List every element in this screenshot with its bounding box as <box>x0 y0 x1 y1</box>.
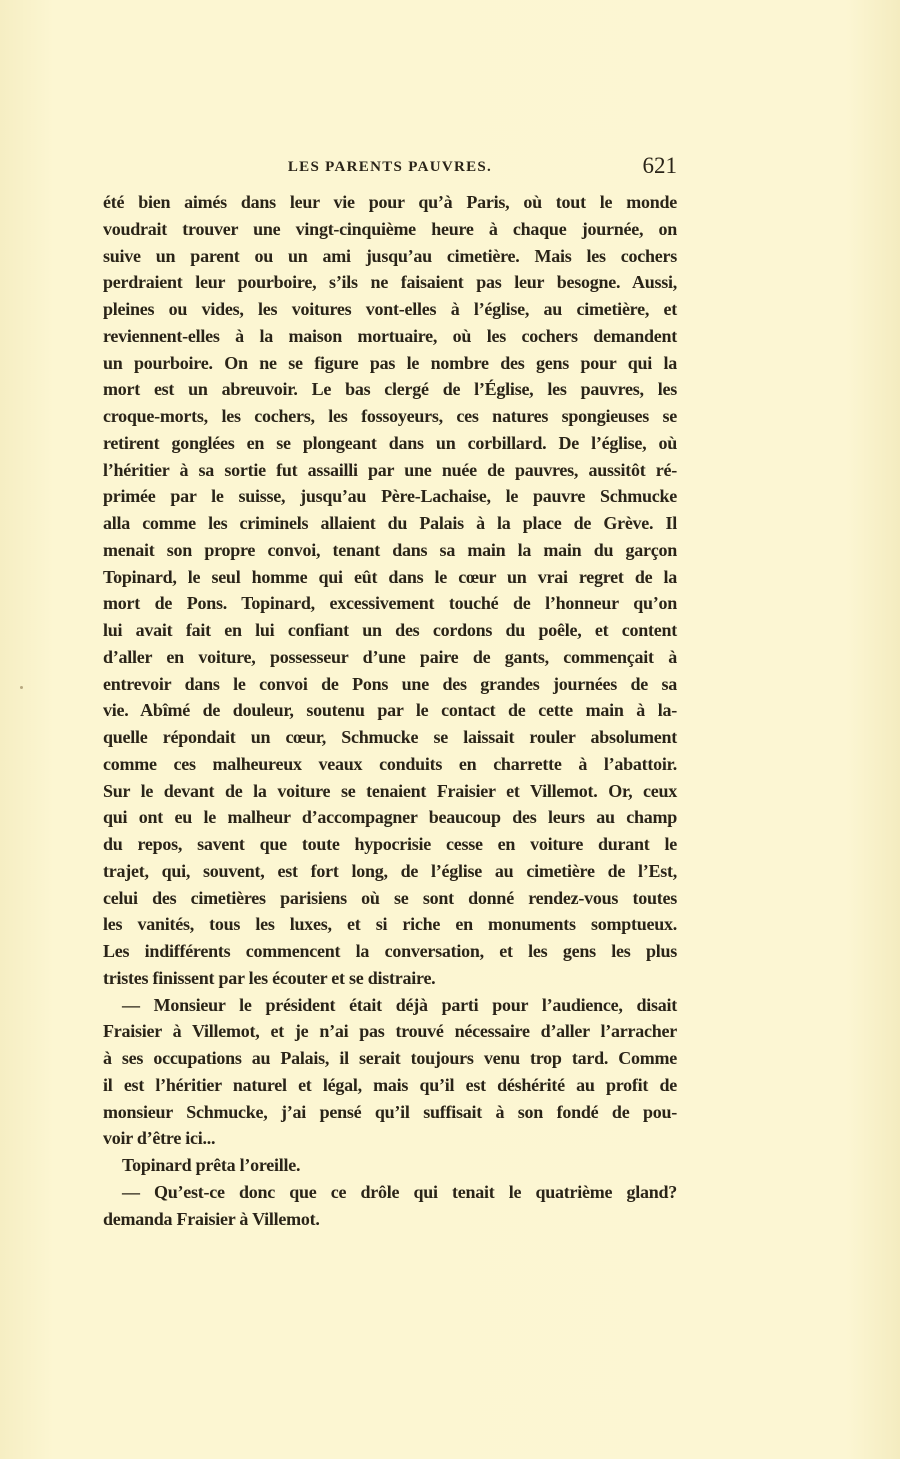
text-line: — Qu’est-ce donc que ce drôle qui tenait le quatrième gland? <box>122 1181 677 1202</box>
text-line: du repos, savent que toute hypocrisie cesse en voiture durant le <box>103 834 677 854</box>
page-number: 621 <box>642 153 677 178</box>
body-text <box>103 189 677 1232</box>
text-line: croque-morts, les cochers, les fossoyeurs, ces natures spongieuses se <box>103 406 677 426</box>
text-line: été bien aimés dans leur vie pour qu’à Paris, où tout le monde <box>103 192 677 212</box>
text-line: qui ont eu le malheur d’accompagner beaucoup des leurs au champ <box>103 807 677 828</box>
text-line: Les indifférents commencent la conversation, et les gens les plus <box>103 941 677 961</box>
text-line: entrevoir dans le convoi de Pons une des grandes journées de sa <box>103 673 677 694</box>
text-line: trajet, qui, souvent, est fort long, de l’église au cimetière de l’Est, <box>103 860 677 881</box>
text-line: Fraisier à Villemot, et je n’ai pas trouvé nécessaire d’aller l’arracher <box>103 1021 677 1042</box>
running-head <box>103 153 677 183</box>
text-line: à ses occupations au Palais, il serait toujours venu trop tard. Comme <box>103 1048 677 1068</box>
text-line: Sur le devant de la voiture se tenaient Fraisier et Villemot. Or, ceux <box>103 780 677 801</box>
text-line: — Monsieur le président était déjà parti pour l’audience, disait <box>122 994 677 1015</box>
text-line: lui avait fait en lui confiant un des cordons du poêle, et content <box>103 620 677 640</box>
text-line: les vanités, tous les luxes, et si riche en monuments somptueux. <box>103 914 677 935</box>
text-line: Topinard, le seul homme qui eût dans le cœur un vrai regret de la <box>103 566 677 587</box>
text-line: tristes finissent par les écouter et se distraire. <box>103 967 436 988</box>
text-line: quelle répondait un cœur, Schmucke se laissait rouler absolument <box>103 727 677 747</box>
text-line: menait son propre convoi, tenant dans sa main la main du garçon <box>103 539 677 560</box>
text-line: retirent gonglées en se plongeant dans un corbillard. De l’église, où <box>103 432 677 453</box>
scan-speck <box>20 686 23 689</box>
running-head-title: LES PARENTS PAUVRES. <box>287 159 493 175</box>
text-line: voudrait trouver une vingt-cinquième heure à chaque journée, on <box>103 218 677 239</box>
text-line: perdraient leur pourboire, s’ils ne faisaient pas leur besogne. Aussi, <box>103 272 677 293</box>
text-line: il est l’héritier naturel et légal, mais qu’il est déshérité au profit de <box>103 1074 677 1095</box>
text-line: comme ces malheureux veaux conduits en charrette à l’abattoir. <box>103 753 677 774</box>
text-line: monsieur Schmucke, j’ai pensé qu’il suffisait à son fondé de pou- <box>103 1101 677 1122</box>
text-line: un pourboire. On ne se figure pas le nombre des gens pour qui la <box>103 352 677 373</box>
text-line: d’aller en voiture, possesseur d’une paire de gants, commençait à <box>103 646 677 667</box>
text-line: reviennent-elles à la maison mortuaire, où les cochers demandent <box>103 325 677 346</box>
text-line: suive un parent ou un ami jusqu’au cimetière. Mais les cochers <box>103 245 677 266</box>
text-line: voir d’être ici... <box>103 1128 216 1149</box>
text-line: celui des cimetières parisiens où se sont donné rendez-vous toutes <box>103 887 677 908</box>
text-line: alla comme les criminels allaient du Palais à la place de Grève. Il <box>103 513 677 533</box>
text-line: pleines ou vides, les voitures vont-elles à l’église, au cimetière, et <box>103 299 677 319</box>
text-line: mort de Pons. Topinard, excessivement touché de l’honneur qu’on <box>103 593 677 614</box>
text-line: primée par le suisse, jusqu’au Père-Lachaise, le pauvre Schmucke <box>103 486 677 507</box>
text-line: l’héritier à sa sortie fut assailli par une nuée de pauvres, aussitôt ré- <box>103 459 677 480</box>
text-line: Topinard prêta l’oreille. <box>122 1155 301 1175</box>
text-line: vie. Abîmé de douleur, soutenu par le contact de cette main à la- <box>103 700 677 721</box>
text-line: demanda Fraisier à Villemot. <box>103 1208 320 1229</box>
text-line: mort est un abreuvoir. Le bas clergé de l’Église, les pauvres, les <box>103 379 677 400</box>
